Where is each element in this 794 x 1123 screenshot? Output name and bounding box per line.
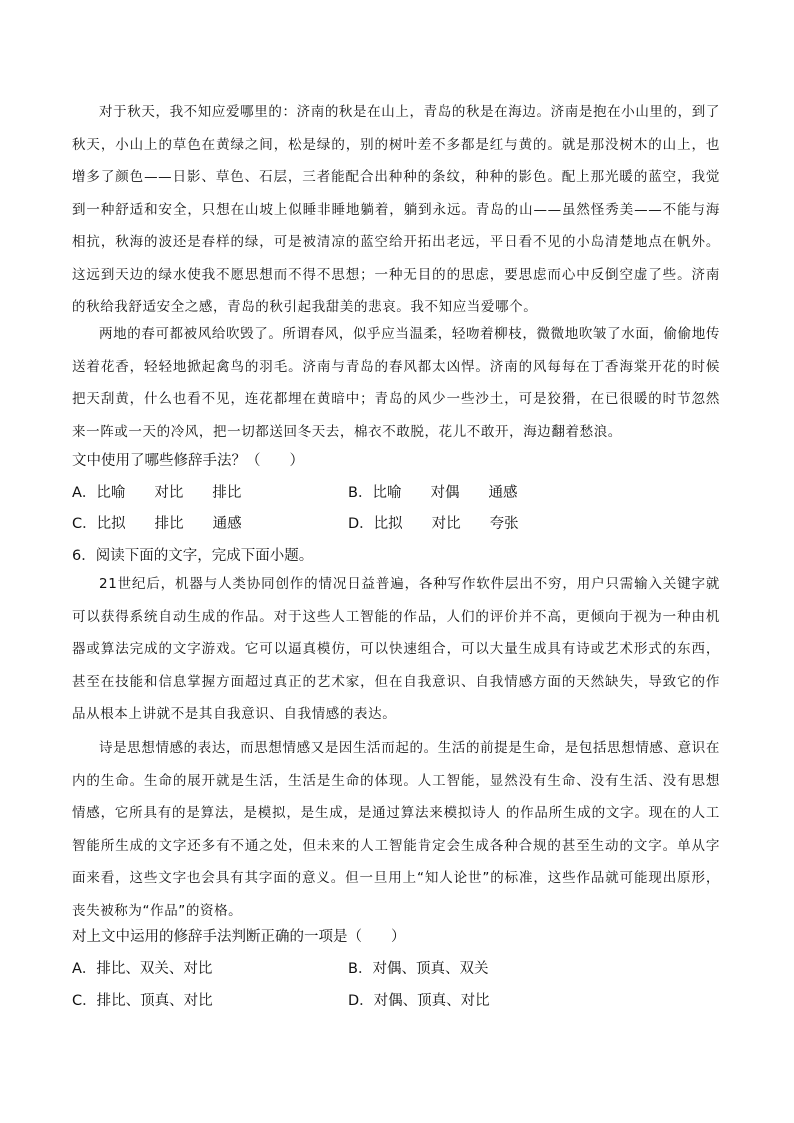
question6-title: 6．阅读下面的文字，完成下面小题。 — [72, 548, 314, 564]
question5-option-b[interactable]: B．比喻 对偶 通感 — [348, 485, 518, 501]
question5-stem: 文中使用了哪些修辞手法？（ ） — [72, 453, 304, 469]
passage1-paragraph-1: 对于秋天，我不知应爱哪里的：济南的秋是在山上，青岛的秋是在海边。济南是抱在小山里的，到了秋天，小山上的草色在黄绿之间，松是绿的，别的树叶差不多都是红与黄的。就是那没树木的山上，也增多了颜色——日影、草色、石层，三者能配合出种种的条纹，种种的影色。配上那光暖的蓝空，我觉到一种舒适和安全，只想在山坡上似睡非睡地躺着，躺到永远。青岛的山——虽然怪秀美——不能与海相抗，秋海的波还是春样的绿，可是被清凉的蓝空给开拓出老远，平日看不见的小岛清楚地点在帆外。这远到天边的绿水使我不愿思想而不得不思想；一种无目的的思虑，要思虑而心中反倒空虚了些。济南的秋给我舒适安全之感，青岛的秋引起我甜美的悲哀。我不知应当爱哪个。 — [72, 104, 720, 315]
question5-option-c[interactable]: C．比拟 排比 通感 — [72, 516, 242, 532]
question6-option-b[interactable]: B．对偶、顶真、双关 — [348, 961, 489, 977]
question5-option-d[interactable]: D．比拟 对比 夸张 — [348, 516, 519, 532]
question5-option-a[interactable]: A．比喻 对比 排比 — [72, 485, 242, 501]
passage1-paragraph-2: 两地的春可都被风给吹毁了。所谓春风，似乎应当温柔，轻吻着柳枝，微微地吹皱了水面，偷偷地传送着花香，轻轻地掀起禽鸟的羽毛。济南与青岛的春风都太凶悍。济南的风每每在丁香海棠开花的时候把天刮黄，什么也看不见，连花都埋在黄暗中；青岛的风少一些沙土，可是狡猾，在已很暖的时节忽然来一阵或一天的冷风，把一切都送回冬天去，棉衣不敢脱，花儿不敢开，海边翻着愁浪。 — [72, 326, 720, 440]
question6-paragraph-2: 诗是思想情感的表达，而思想情感又是因生活而起的。生活的前提是生命，是包括思想情感、意识在内的生命。生命的展开就是生活，生活是生命的体现。人工智能，显然没有生命、没有生活、没有思想情感，它所具有的是算法，是模拟，是生成，是通过算法来模拟诗人 的作品所生成的文字。现在的人工智能所生成的文字还多有不通之处，但未来的人工智能肯定会生成各种合规的甚至生动的文字。单从字面来看，这些文字也会具有其字面的意义。但一旦用上“知人论世”的标准，这些作品就可能现出原形，丧失被称为“作品”的资格。 — [72, 740, 720, 919]
question6-option-d[interactable]: D．对偶、顶真、对比 — [348, 993, 490, 1009]
question6-stem: 对上文中运用的修辞手法判断正确的一项是（ ） — [72, 929, 406, 945]
question6-paragraph-1: 21世纪后，机器与人类协同创作的情况日益普遍，各种写作软件层出不穷，用户只需输入关键字就可以获得系统自动生成的作品。对于这些人工智能的作品，人们的评价并不高，更倾向于视为一种由机器或算法完成的文字游戏。它可以逼真模仿，可以快速组合，可以大量生成具有诗或艺术形式的东西，甚至在技能和信息掌握方面超过真正的艺术家，但在自我意识、自我情感方面的天然缺失，导致它的作品从根本上讲就不是其自我意识、自我情感的表达。 — [72, 576, 720, 722]
question6-option-c[interactable]: C．排比、顶真、对比 — [72, 993, 213, 1009]
question6-option-a[interactable]: A．排比、双关、对比 — [72, 961, 213, 977]
